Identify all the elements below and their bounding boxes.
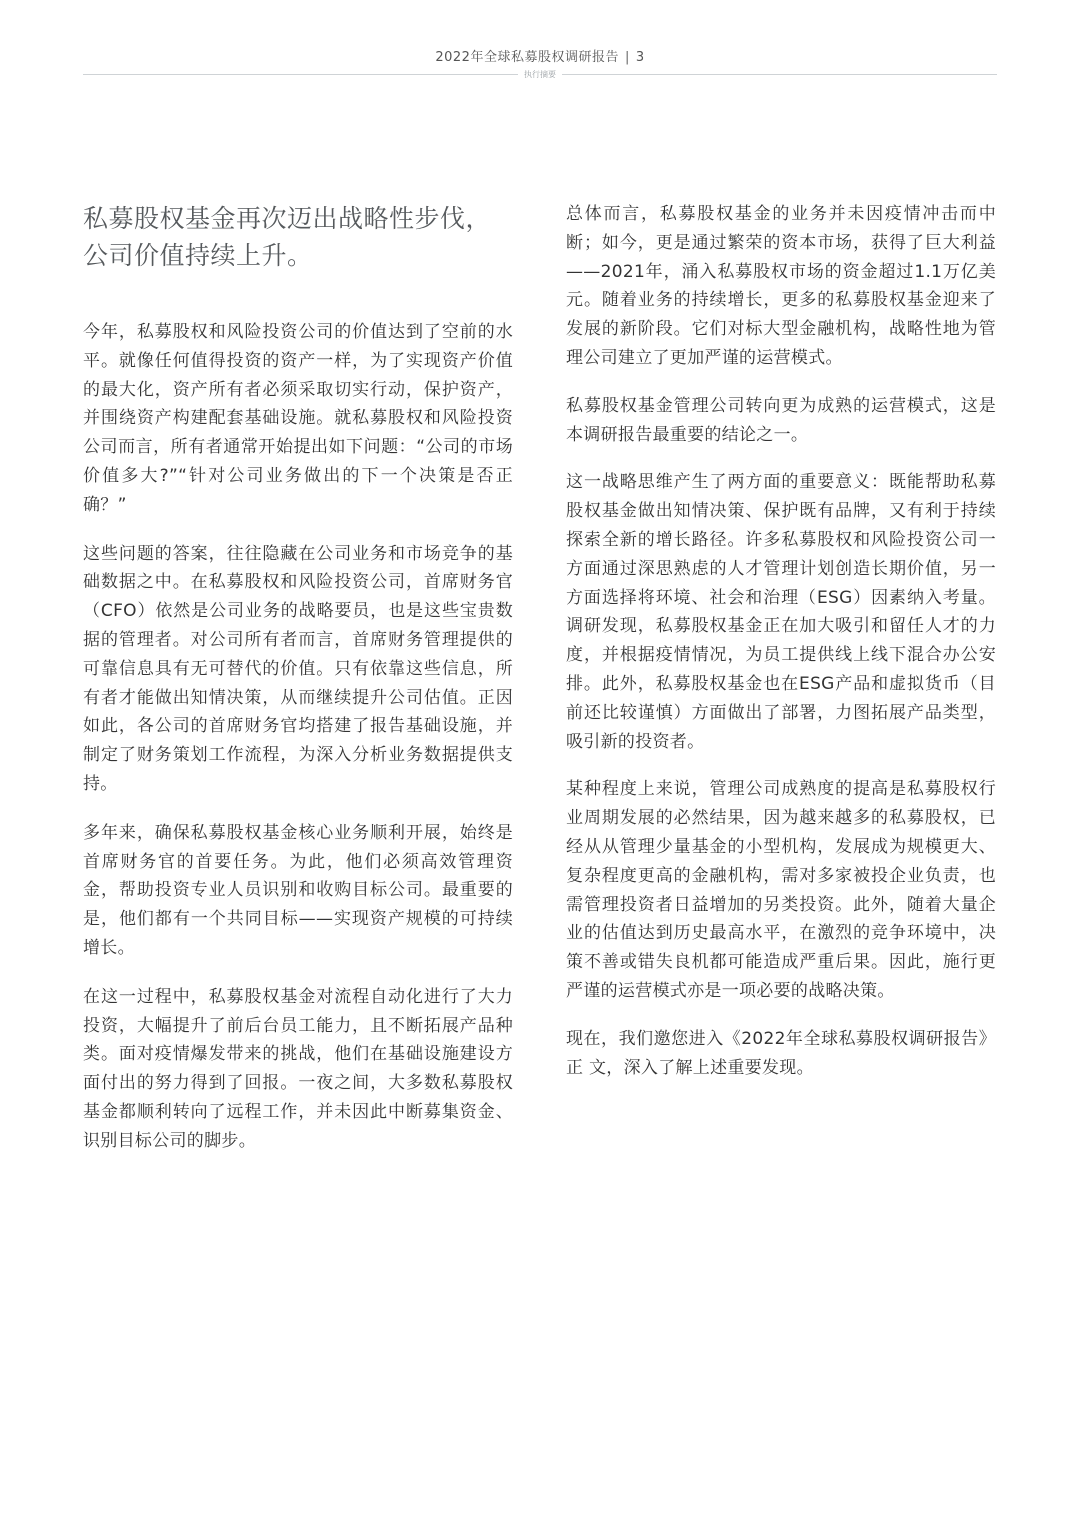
report-title: 2022年全球私募股权调研报告 xyxy=(435,50,619,65)
headline-line-1: 私募股权基金再次迈出战略性步伐， xyxy=(83,204,492,233)
right-paragraph-4: 某种程度上来说，管理公司成熟度的提高是私募股权行业周期发展的必然结果，因为越来越多的私募股权，已经从从管理少量基金的小型机构，发展成为规模更大、复杂程度更高的金融机构，需对多家被投企业负责，也需管理投资者日益增加的另类投资。此外，随着大量企业的估值达到历史最高水平，在激烈的竞争环境中，决策不善或错失良机都可能造成严重后果。因此，施行更严谨的运营模式亦是一项必要的战略决策。 xyxy=(566,779,996,1001)
left-column xyxy=(83,200,513,1176)
right-column xyxy=(566,200,996,1101)
right-paragraph-1: 总体而言，私募股权基金的业务并未因疫情冲击而中断；如今，更是通过繁荣的资本市场，获得了巨大利益——2021年，涌入私募股权市场的资金超过1.1万亿美元。随着业务的持续增长，更多的私募股权基金迎来了发展的新阶段。它们对标大型金融机构，战略性地为管理公司建立了更加严谨的运营模式。 xyxy=(566,204,996,368)
left-paragraph-2: 这些问题的答案，往往隐藏在公司业务和市场竞争的基础数据之中。在私募股权和风险投资公司，首席财务官（CFO）依然是公司业务的战略要员，也是这些宝贵数据的管理者。对公司所有者而言，首席财务管理提供的可靠信息具有无可替代的价值。只有依靠这些信息，所有者才能做出知情决策，从而继续提升公司估值。正因如此，各公司的首席财务官均搭建了报告基础设施，并制定了财务策划工作流程，为深入分析业务数据提供支持。 xyxy=(83,543,513,794)
right-paragraph-5: 现在，我们邀您进入《2022年全球私募股权调研报告》正 文，深入了解上述重要发现。 xyxy=(566,1028,996,1078)
section-headline xyxy=(83,200,513,274)
right-paragraph-3: 这一战略思维产生了两方面的重要意义：既能帮助私募股权基金做出知情决策、保护既有品牌，又有利于持续探索全新的增长路径。许多私募股权和风险投资公司一方面通过深思熟虑的人才管理计划创造长期价值，另一方面选择将环境、社会和治理（ESG）因素纳入考量。调研发现，私募股权基金正在加大吸引和留任人才的力度，并根据疫情情况，为员工提供线上线下混合办公安排。此外，私募股权基金也在ESG产品和虚拟货币（目前还比较谨慎）方面做出了部署，力图拓展产品类型，吸引新的投资者。 xyxy=(566,472,996,752)
left-paragraph-4: 在这一过程中，私募股权基金对流程自动化进行了大力投资，大幅提升了前后台员工能力，且不断拓展产品种类。面对疫情爆发带来的挑战，他们在基础设施建设方面付出的努力得到了回报。一夜之间，大多数私募股权基金都顺利转向了远程工作，并未因此中断募集资金、识别目标公司的脚步。 xyxy=(83,986,513,1151)
headline-line-2: 公司价值持续上升。 xyxy=(83,241,313,270)
left-paragraph-1: 今年，私募股权和风险投资公司的价值达到了空前的水平。就像任何值得投资的资产一样，为了实现资产价值的最大化，资产所有者必须采取切实行动，保护资产，并围绕资产构建配套基础设施。就私募股权和风险投资公司而言，所有者通常开始提出如下问题：“公司的市场价值多大?”“针对公司业务做出的下一个决策是否正确？” xyxy=(83,322,513,515)
left-paragraph-3: 多年来，确保私募股权基金核心业务顺利开展，始终是首席财务官的首要任务。为此，他们必须高效管理资金，帮助投资专业人员识别和收购目标公司。最重要的是，他们都有一个共同目标——实现资产规模的可持续增长。 xyxy=(83,822,513,958)
right-paragraph-2: 私募股权基金管理公司转向更为成熟的运营模式，这是本调研报告最重要的结论之一。 xyxy=(566,395,996,445)
page-number: 3 xyxy=(635,50,645,65)
header-separator: | xyxy=(624,50,630,65)
running-header xyxy=(0,46,1080,65)
section-label: 执行摘要 xyxy=(0,69,1080,80)
